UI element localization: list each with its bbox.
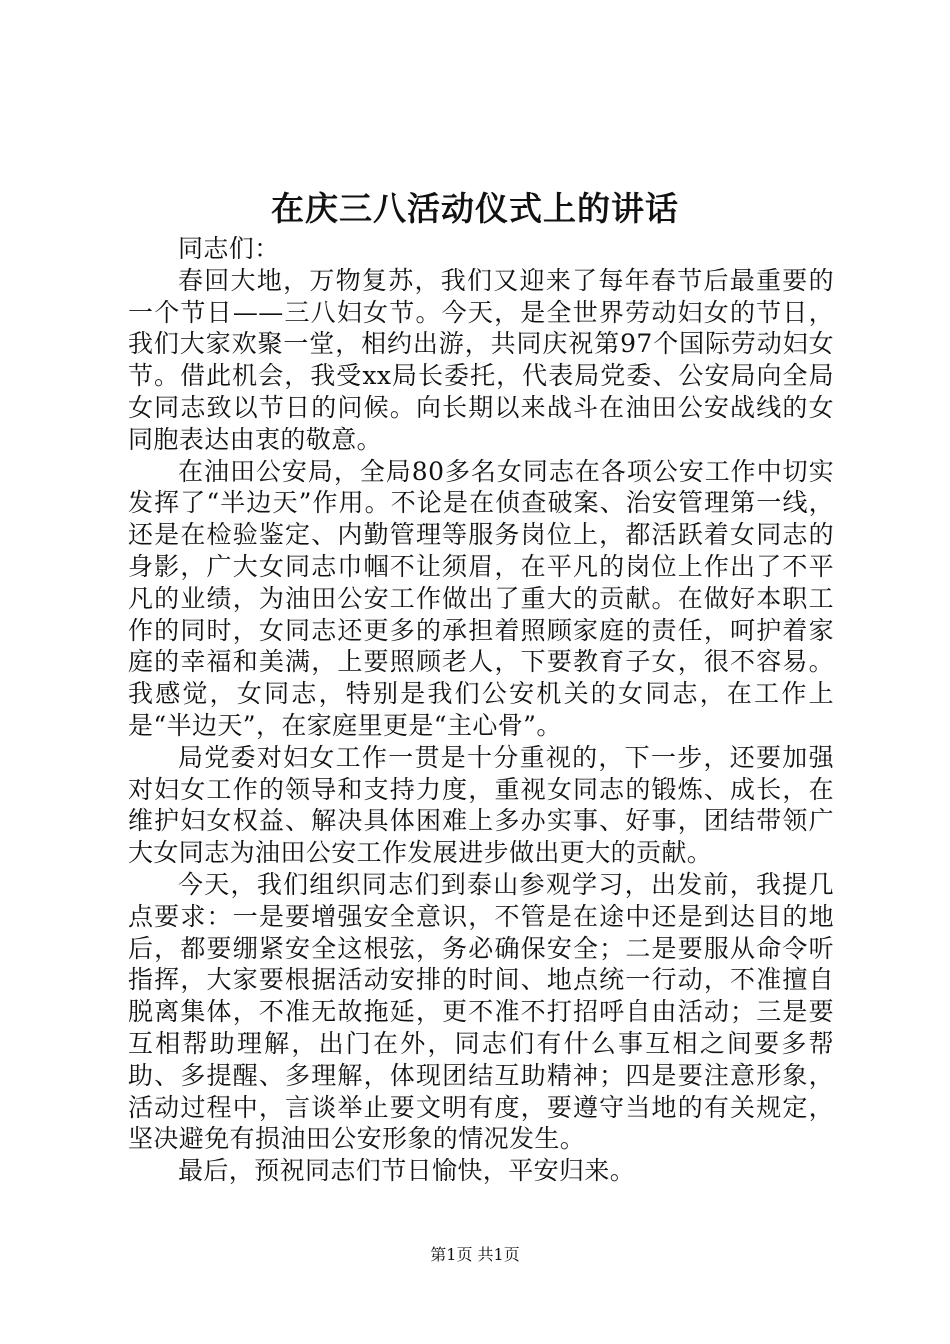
document-body	[128, 233, 834, 1187]
body-paragraph: 在油田公安局，全局80多名女同志在各项公安工作中切实发挥了“半边天”作用。不论是在侦查破案、治安管理第一线，还是在检验鉴定、内勤管理等服务岗位上，都活跃着女同志的身影，广大女同志巾帼不让须眉，在平凡的岗位上作出了不平凡的业绩，为油田公安工作做出了重大的贡献。在做好本职工作的同时，女同志还更多的承担着照顾家庭的责任，呵护着家庭的幸福和美满，上要照顾老人，下要教育子女，很不容易。我感觉，女同志，特别是我们公安机关的女同志，在工作上是“半边天”，在家庭里更是“主心骨”。	[128, 456, 834, 740]
body-paragraph: 局党委对妇女工作一贯是十分重视的，下一步，还要加强对妇女工作的领导和支持力度，重视女同志的锻炼、成长，在维护妇女权益、解决具体困难上多办实事、好事，团结带领广大女同志为油田公安工作发展进步做出更大的贡献。	[128, 742, 834, 868]
page-number-footer: 第1页 共1页	[430, 1245, 520, 1264]
body-paragraph: 春回大地，万物复苏，我们又迎来了每年春节后最重要的一个节日——三八妇女节。今天，是全世界劳动妇女的节日，我们大家欢聚一堂，相约出游，共同庆祝第97个国际劳动妇女节。借此机会，我受xx局长委托，代表局党委、公安局向全局女同志致以节日的问候。向长期以来战斗在油田公安战线的女同胞表达由衷的敬意。	[128, 265, 834, 454]
salutation-paragraph: 同志们：	[178, 234, 280, 263]
body-paragraph: 今天，我们组织同志们到泰山参观学习，出发前，我提几点要求：一是要增强安全意识，不管是在途中还是到达目的地后，都要绷紧安全这根弦，务必确保安全；二是要服从命令听指挥，大家要根据活动安排的时间、地点统一行动，不准擅自脱离集体，不准无故拖延，更不准不打招呼自由活动；三是要互相帮助理解，出门在外，同志们有什么事互相之间要多帮助、多提醒、多理解，体现团结互助精神；四是要注意形象，活动过程中，言谈举止要文明有度，要遵守当地的有关规定，坚决避免有损油田公安形象的情况发生。	[128, 869, 834, 1154]
closing-paragraph: 最后，预祝同志们节日愉快，平安归来。	[178, 1156, 636, 1186]
page-title: 在庆三八活动仪式上的讲话	[271, 189, 679, 228]
